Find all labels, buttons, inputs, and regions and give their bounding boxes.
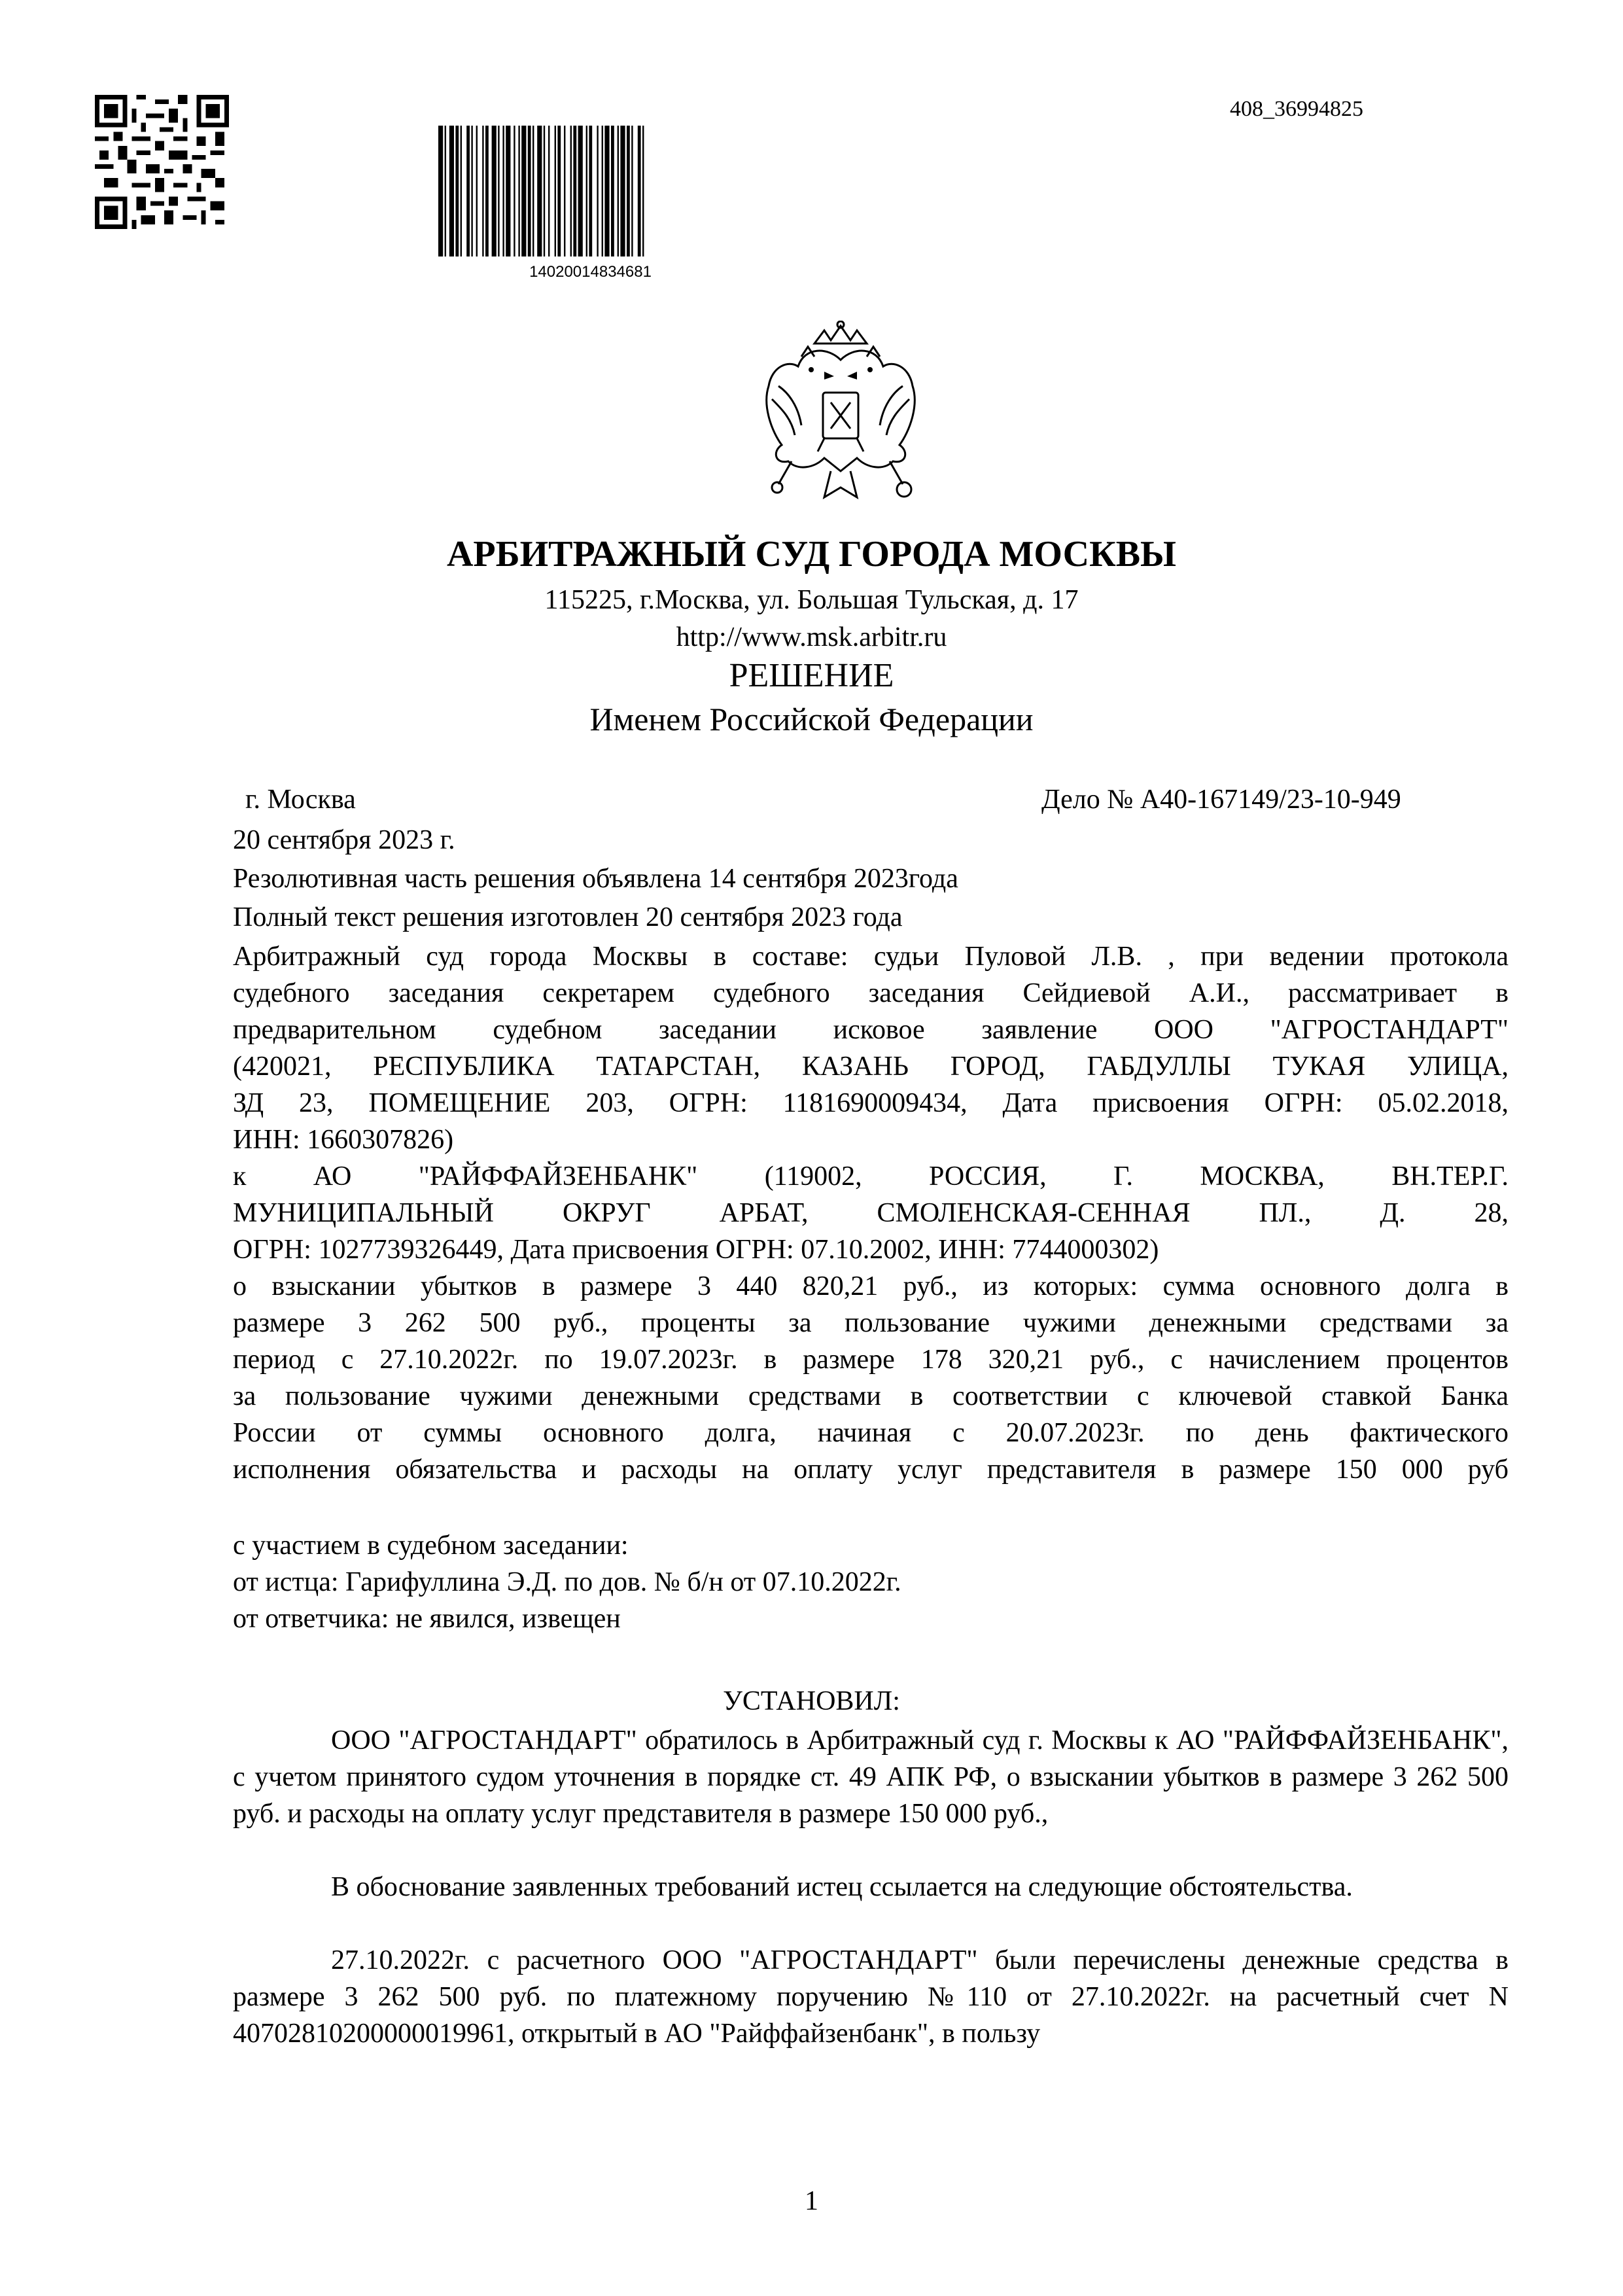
claim-line: за пользование чужими денежными средствами в соответствии с ключевой ставкой Банка (233, 1381, 1509, 1411)
participant-plaintiff: от истца: Гарифуллина Э.Д. по дов. № б/н от 07.10.2022г. (233, 1567, 901, 1597)
resolution-announced: Резолютивная часть решения объявлена 14 сентября 2023года (233, 864, 958, 894)
established-paragraph: ООО "АГРОСТАНДАРТ" обратилось в Арбитражный суд г. Москвы к АО "РАЙФФАЙЗЕНБАНК", с учетом принятого судом уточнения в порядке ст. 49 АПК РФ, о взыскании убытков в размере 3 262 500 руб. и расходы на оплату услуг представителя в размере 150 000 руб., (233, 1725, 1509, 1829)
full-text-date: Полный текст решения изготовлен 20 сентября 2023 года (233, 902, 903, 932)
intro-line-last: ИНН: 1660307826) (233, 1125, 454, 1155)
decision-date: 20 сентября 2023 г. (233, 825, 455, 855)
claim-line: о взыскании убытков в размере 3 440 820,21 руб., из которых: сумма основного долга в (233, 1271, 1509, 1301)
barcode (438, 126, 742, 256)
document-id: 408_36994825 (1230, 97, 1363, 121)
claim-line: период с 27.10.2022г. по 19.07.2023г. в размере 178 320,21 руб., с начислением процентов (233, 1345, 1509, 1375)
intro-line: Арбитражный суд города Москвы в составе: судьи Пуловой Л.В. , при ведении протокола (233, 942, 1509, 972)
barcode-number: 14020014834681 (529, 263, 652, 281)
established-paragraph: В обоснование заявленных требований истец ссылается на следующие обстоятельства. (331, 1872, 1353, 1902)
intro-line: ЗД 23, ПОМЕЩЕНИЕ 203, ОГРН: 1181690009434, Дата присвоения ОГРН: 05.02.2018, (233, 1088, 1509, 1118)
defendant-line-last: ОГРН: 1027739326449, Дата присвоения ОГРН: 07.10.2002, ИНН: 7744000302) (233, 1235, 1159, 1265)
qr-code (95, 95, 229, 229)
court-address: 115225, г.Москва, ул. Большая Тульская, д. 17 (544, 585, 1079, 615)
court-url: http://www.msk.arbitr.ru (676, 622, 947, 652)
city: г. Москва (245, 785, 356, 815)
established-heading: УСТАНОВИЛ: (723, 1686, 900, 1716)
participant-defendant: от ответчика: не явился, извещен (233, 1604, 621, 1634)
defendant-line: к АО "РАЙФФАЙЗЕНБАНК" (119002, РОССИЯ, Г. МОСКВА, ВН.ТЕР.Г. (233, 1161, 1509, 1192)
page-number: 1 (805, 2186, 818, 2216)
participants-header: с участием в судебном заседании: (233, 1530, 629, 1561)
intro-line: (420021, РЕСПУБЛИКА ТАТАРСТАН, КАЗАНЬ ГОРОД, ГАБДУЛЛЫ ТУКАЯ УЛИЦА, (233, 1051, 1509, 1082)
document-type: РЕШЕНИЕ (729, 657, 894, 694)
claim-line: России от суммы основного долга, начиная с 20.07.2023г. по день фактического (233, 1418, 1509, 1448)
coat-of-arms-emblem (752, 321, 929, 517)
intro-line: судебного заседания секретарем судебного заседания Сейдиевой А.И., рассматривает в (233, 978, 1509, 1008)
court-name: АРБИТРАЖНЫЙ СУД ГОРОДА МОСКВЫ (446, 534, 1177, 574)
established-paragraph: 27.10.2022г. с расчетного ООО "АГРОСТАНДАРТ" были перечислены денежные средства в размере 3 262 500 руб. по платежному поручению №110 от 27.10.2022г. на расчетный счет N 40702810200000019961, открытый в АО "Райффайзенбанк", в пользу (233, 1945, 1509, 2049)
defendant-line: МУНИЦИПАЛЬНЫЙ ОКРУГ АРБАТ, СМОЛЕНСКАЯ-СЕННАЯ ПЛ., Д. 28, (233, 1198, 1509, 1228)
case-number: Дело № А40-167149/23-10-949 (1041, 785, 1401, 815)
document-subtitle: Именем Российской Федерации (589, 701, 1034, 737)
claim-line: размере 3 262 500 руб., проценты за пользование чужими денежными средствами за (233, 1308, 1509, 1338)
intro-line: предварительном судебном заседании исковое заявление ООО "АГРОСТАНДАРТ" (233, 1015, 1509, 1045)
claim-line: исполнения обязательства и расходы на оплату услуг представителя в размере 150 000 руб (233, 1455, 1509, 1485)
